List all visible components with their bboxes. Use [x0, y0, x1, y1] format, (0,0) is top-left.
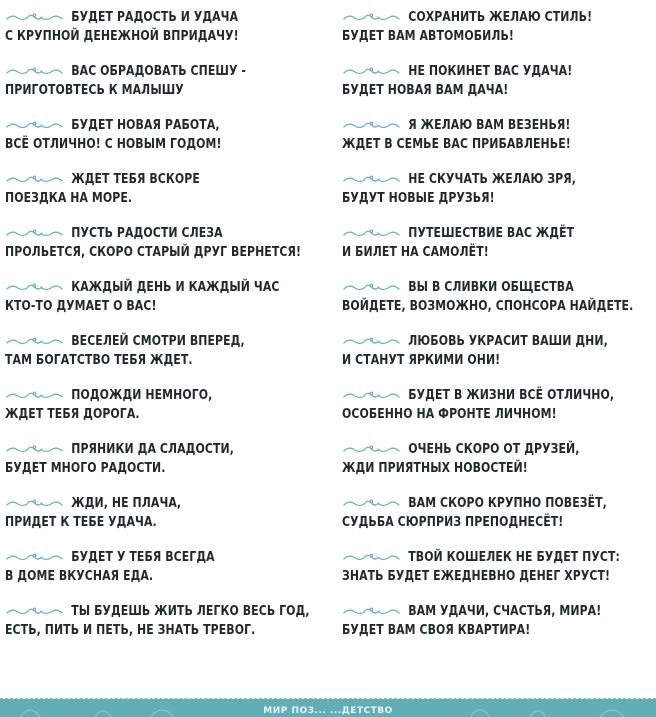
fortune-item	[5, 386, 333, 440]
fortune-item	[5, 116, 333, 170]
flourish-icon	[342, 120, 401, 132]
fortune-text-1: ЖДИ, НЕ ПЛАЧА,	[71, 496, 182, 511]
fortune-line-1	[5, 440, 333, 459]
fortune-item	[342, 170, 656, 224]
flourish-icon	[342, 282, 401, 294]
fortune-text-1: ОЧЕНЬ СКОРО ОТ ДРУЗЕЙ,	[408, 442, 580, 457]
fortune-line-1	[342, 170, 656, 189]
fortune-line-1	[5, 386, 333, 405]
fortune-text-1: КАЖДЫЙ ДЕНЬ И КАЖДЫЙ ЧАС	[71, 280, 280, 295]
right-column	[342, 8, 656, 656]
fortune-text-2: ЕСТЬ, ПИТЬ И ПЕТЬ, НЕ ЗНАТЬ ТРЕВОГ.	[5, 623, 256, 638]
fortune-text-2: БУДЕТ МНОГО РАДОСТИ.	[5, 461, 166, 476]
fortune-text-1: ЖДЕТ ТЕБЯ ВСКОРЕ	[71, 172, 200, 187]
fortune-text-1: ПОДОЖДИ НЕМНОГО,	[71, 388, 213, 403]
fortune-text-1: ВЫ В СЛИВКИ ОБЩЕСТВА	[408, 280, 574, 295]
fortune-text-1: БУДЕТ В ЖИЗНИ ВСЁ ОТЛИЧНО,	[408, 388, 615, 403]
fortune-text-2: ОСОБЕННО НА ФРОНТЕ ЛИЧНОМ!	[342, 407, 557, 422]
flourish-icon	[5, 336, 64, 348]
flourish-icon	[5, 552, 64, 564]
fortune-text-2: И БИЛЕТ НА САМОЛЁТ!	[342, 245, 489, 260]
fortune-line-1	[5, 116, 333, 135]
flourish-icon	[5, 606, 64, 618]
fortune-text-2: ВСЁ ОТЛИЧНО! С НОВЫМ ГОДОМ!	[5, 137, 222, 152]
left-column	[5, 8, 335, 656]
fortune-text-1: ВАМ УДАЧИ, СЧАСТЬЯ, МИРА!	[408, 604, 602, 619]
fortune-item	[342, 548, 656, 602]
flourish-icon	[5, 66, 64, 78]
fortune-item	[342, 332, 656, 386]
fortune-text-1: ВАС ОБРАДОВАТЬ СПЕШУ -	[71, 64, 247, 79]
fortune-item	[342, 116, 656, 170]
fortune-item	[5, 170, 333, 224]
flourish-icon	[5, 444, 64, 456]
fortune-line-1	[5, 602, 333, 621]
fortune-text-2: БУДЕТ НОВАЯ ВАМ ДАЧА!	[342, 83, 509, 98]
fortune-text-2: БУДЕТ ВАМ АВТОМОБИЛЬ!	[342, 29, 514, 44]
fortune-text-1: БУДЕТ НОВАЯ РАБОТА,	[71, 118, 220, 133]
fortune-item	[5, 62, 333, 116]
footer-text: МИР ПОЗ... ...ДЕТСТВО	[263, 706, 393, 716]
flourish-icon	[342, 606, 401, 618]
flourish-icon	[342, 66, 401, 78]
fortune-line-1	[342, 116, 656, 135]
fortune-line-1	[342, 602, 656, 621]
fortune-text-2: ПОЕЗДКА НА МОРЕ.	[5, 191, 133, 206]
fortune-line-1	[342, 494, 656, 513]
fortune-item	[342, 62, 656, 116]
fortune-text-2: ПРИДЕТ К ТЕБЕ УДАЧА.	[5, 515, 157, 530]
fortune-text-2: ЗНАТЬ БУДЕТ ЕЖЕДНЕВНО ДЕНЕГ ХРУСТ!	[342, 569, 611, 584]
fortune-line-1	[342, 62, 656, 81]
fortune-text-1: ВЕСЕЛЕЙ СМОТРИ ВПЕРЕД,	[71, 334, 245, 349]
fortune-text-1: ТЫ БУДЕШЬ ЖИТЬ ЛЕГКО ВЕСЬ ГОД,	[71, 604, 310, 619]
fortune-text-2: БУДЕТ ВАМ СВОЯ КВАРТИРА!	[342, 623, 531, 638]
fortune-text-1: ПРЯНИКИ ДА СЛАДОСТИ,	[71, 442, 234, 457]
fortune-text-1: ПУТЕШЕСТВИЕ ВАС ЖДЁТ	[408, 226, 575, 241]
fortune-text-1: НЕ ПОКИНЕТ ВАС УДАЧА!	[408, 64, 573, 79]
fortune-text-1: БУДЕТ У ТЕБЯ ВСЕГДА	[71, 550, 215, 565]
fortune-text-2: ЖДИ ПРИЯТНЫХ НОВОСТЕЙ!	[342, 461, 528, 476]
flourish-icon	[342, 552, 401, 564]
fortune-line-1	[342, 386, 656, 405]
fortune-item	[5, 440, 333, 494]
flourish-icon	[5, 120, 64, 132]
fortune-line-1	[342, 278, 656, 297]
fortune-text-2: СУДЬБА СЮРПРИЗ ПРЕПОДНЕСЁТ!	[342, 515, 564, 530]
fortune-line-1	[5, 8, 333, 27]
fortune-line-1	[342, 440, 656, 459]
flourish-icon	[342, 390, 401, 402]
fortune-text-1: ТВОЙ КОШЕЛЕК НЕ БУДЕТ ПУСТ:	[408, 550, 621, 565]
flourish-icon	[342, 444, 401, 456]
fortune-text-2: ПРИГОТОВТЕСЬ К МАЛЫШУ	[5, 83, 184, 98]
fortune-line-1	[5, 494, 333, 513]
flourish-icon	[5, 174, 64, 186]
fortune-item	[5, 8, 333, 62]
fortune-item	[342, 8, 656, 62]
fortune-item	[5, 332, 333, 386]
fortune-item	[342, 440, 656, 494]
fortune-text-2: КТО-ТО ДУМАЕТ О ВАС!	[5, 299, 157, 314]
fortune-text-2: ЖДЕТ ТЕБЯ ДОРОГА.	[5, 407, 140, 422]
fortune-item	[5, 494, 333, 548]
fortune-text-2: БУДУТ НОВЫЕ ДРУЗЬЯ!	[342, 191, 495, 206]
fortune-line-1	[342, 8, 656, 27]
fortune-text-1: Я ЖЕЛАЮ ВАМ ВЕЗЕНЬЯ!	[408, 118, 571, 133]
flourish-icon	[5, 228, 64, 240]
fortune-item	[342, 224, 656, 278]
fortune-text-1: ЛЮБОВЬ УКРАСИТ ВАШИ ДНИ,	[408, 334, 608, 349]
fortune-text-2: С КРУПНОЙ ДЕНЕЖНОЙ ВПРИДАЧУ!	[5, 29, 239, 44]
flourish-icon	[5, 390, 64, 402]
fortune-item	[5, 278, 333, 332]
fortune-text-1: НЕ СКУЧАТЬ ЖЕЛАЮ ЗРЯ,	[408, 172, 576, 187]
fortune-item	[342, 602, 656, 656]
flourish-icon	[5, 282, 64, 294]
fortune-item	[342, 278, 656, 332]
fortune-line-1	[5, 548, 333, 567]
fortune-text-1: ВАМ СКОРО КРУПНО ПОВЕЗЁТ,	[408, 496, 607, 511]
fortune-text-1: БУДЕТ РАДОСТЬ И УДАЧА	[71, 10, 239, 25]
fortune-text-2: ТАМ БОГАТСТВО ТЕБЯ ЖДЕТ.	[5, 353, 193, 368]
fortune-text-1: СОХРАНИТЬ ЖЕЛАЮ СТИЛЬ!	[408, 10, 593, 25]
fortune-item	[342, 494, 656, 548]
fortune-line-1	[5, 170, 333, 189]
fortune-line-1	[5, 332, 333, 351]
fortune-item	[5, 602, 333, 656]
flourish-icon	[342, 228, 401, 240]
fortune-line-1	[5, 224, 333, 243]
flourish-icon	[342, 12, 401, 24]
fortune-line-1	[342, 224, 656, 243]
fortune-item	[5, 548, 333, 602]
fortune-text-2: В ДОМЕ ВКУСНАЯ ЕДА.	[5, 569, 154, 584]
fortune-line-1	[342, 548, 656, 567]
fortune-item	[342, 386, 656, 440]
fortune-text-2: И СТАНУТ ЯРКИМИ ОНИ!	[342, 353, 501, 368]
footer-banner	[0, 699, 656, 717]
fortune-text-1: ПУСТЬ РАДОСТИ СЛЕЗА	[71, 226, 223, 241]
flourish-icon	[342, 498, 401, 510]
flourish-icon	[5, 12, 64, 24]
fortune-text-2: ВОЙДЕТЕ, ВОЗМОЖНО, СПОНСОРА НАЙДЕТЕ.	[342, 299, 634, 314]
flourish-icon	[342, 336, 401, 348]
fortune-line-1	[5, 62, 333, 81]
fortune-line-1	[342, 332, 656, 351]
fortune-text-2: ЖДЕТ В СЕМЬЕ ВАС ПРИБАВЛЕНЬЕ!	[342, 137, 571, 152]
fortune-item	[5, 224, 333, 278]
flourish-icon	[5, 498, 64, 510]
fortune-text-2: ПРОЛЬЕТСЯ, СКОРО СТАРЫЙ ДРУГ ВЕРНЕТСЯ!	[5, 245, 302, 260]
fortune-line-1	[5, 278, 333, 297]
flourish-icon	[342, 174, 401, 186]
